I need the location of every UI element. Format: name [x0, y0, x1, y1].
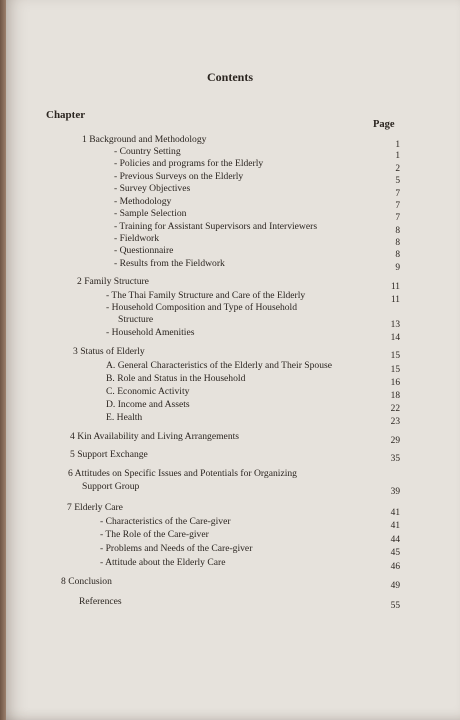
toc-entry: - Sample Selection [114, 208, 187, 219]
toc-entry: - Household Composition and Type of Household [106, 302, 298, 313]
toc-page-number: 7 [395, 189, 400, 199]
toc-page-number: 18 [390, 391, 400, 401]
toc-page-number: 9 [395, 263, 400, 273]
toc-page-number: 15 [390, 365, 400, 375]
toc-entry: - Country Setting [114, 146, 181, 157]
toc-page-number: 11 [390, 282, 400, 292]
toc-entry: E. Health [106, 412, 143, 423]
toc-page-number: 44 [390, 535, 400, 545]
toc-page-number: 16 [390, 378, 400, 388]
toc-entry: 8 Conclusion [61, 576, 112, 587]
toc-entry: - Training for Assistant Supervisors and Interviewers [114, 221, 318, 232]
toc-entry: - Household Amenities [106, 327, 195, 338]
toc-entry: B. Role and Status in the Household [106, 373, 246, 384]
toc-page-number: 23 [390, 417, 400, 427]
toc-entry: - Questionnaire [114, 245, 174, 256]
toc-entry: 6 Attitudes on Specific Issues and Potentials for Organizing [68, 468, 297, 479]
chapter-column-heading: Chapter [46, 109, 86, 121]
toc-page-number: 11 [390, 295, 400, 305]
toc-page-number: 1 [395, 140, 400, 150]
toc-entry: - Problems and Needs of the Care-giver [100, 543, 253, 554]
toc-entry: 1 Background and Methodology [82, 134, 207, 145]
toc-entry: - Attitude about the Elderly Care [100, 557, 226, 568]
toc-entry: - Previous Surveys on the Elderly [114, 171, 244, 182]
toc-page-number: 7 [395, 213, 400, 223]
toc-page-number: 45 [390, 548, 400, 558]
toc-page-number: 15 [390, 351, 400, 361]
toc-entry: 5 Support Exchange [70, 449, 148, 460]
toc-entry: C. Economic Activity [106, 386, 190, 397]
toc-page-number: 8 [395, 238, 400, 248]
toc-entry: - Characteristics of the Care-giver [100, 516, 231, 527]
toc-page-number: 49 [390, 581, 400, 591]
toc-page-number: 1 [395, 151, 400, 161]
toc-entry: - Policies and programs for the Elderly [114, 158, 264, 169]
toc-page-number: 2 [395, 164, 400, 174]
toc-entry: - The Thai Family Structure and Care of the Elderly [106, 290, 306, 301]
toc-page-number: 29 [390, 436, 400, 446]
toc-entry: Support Group [82, 481, 140, 492]
page-title: Contents [206, 70, 253, 84]
toc-entry: - Results from the Fieldwork [114, 258, 225, 269]
toc-entry: Structure [118, 314, 154, 325]
toc-page-number: 13 [390, 320, 400, 330]
toc-page-number: 35 [390, 454, 400, 464]
page-column-heading: Page [373, 119, 395, 130]
toc-page-number: 14 [390, 333, 400, 343]
toc-page-number: 8 [395, 226, 400, 236]
toc-page-number: 8 [395, 250, 400, 260]
toc-page-number: 55 [390, 601, 400, 611]
toc-entry: - Fieldwork [114, 233, 160, 244]
toc-entry: 2 Family Structure [77, 276, 149, 287]
toc-entry: 7 Elderly Care [67, 502, 123, 513]
toc-page-number: 39 [390, 487, 400, 497]
toc-entry: - The Role of the Care-giver [100, 529, 209, 540]
toc-entry: References [79, 596, 122, 607]
toc-entry: 4 Kin Availability and Living Arrangements [70, 431, 240, 442]
toc-entry: - Survey Objectives [114, 183, 191, 194]
toc-page-number: 5 [395, 176, 400, 186]
toc-page-number: 22 [390, 404, 400, 414]
toc-page-number: 41 [390, 508, 400, 518]
toc-page-number: 46 [390, 562, 400, 572]
toc-entry: 3 Status of Elderly [73, 346, 145, 357]
toc-entry: - Methodology [114, 196, 172, 207]
toc-entry: A. General Characteristics of the Elderly and Their Spouse [106, 360, 333, 371]
toc-page-number: 41 [390, 521, 400, 531]
toc-entry: D. Income and Assets [106, 399, 190, 410]
toc-page-number: 7 [395, 201, 400, 211]
